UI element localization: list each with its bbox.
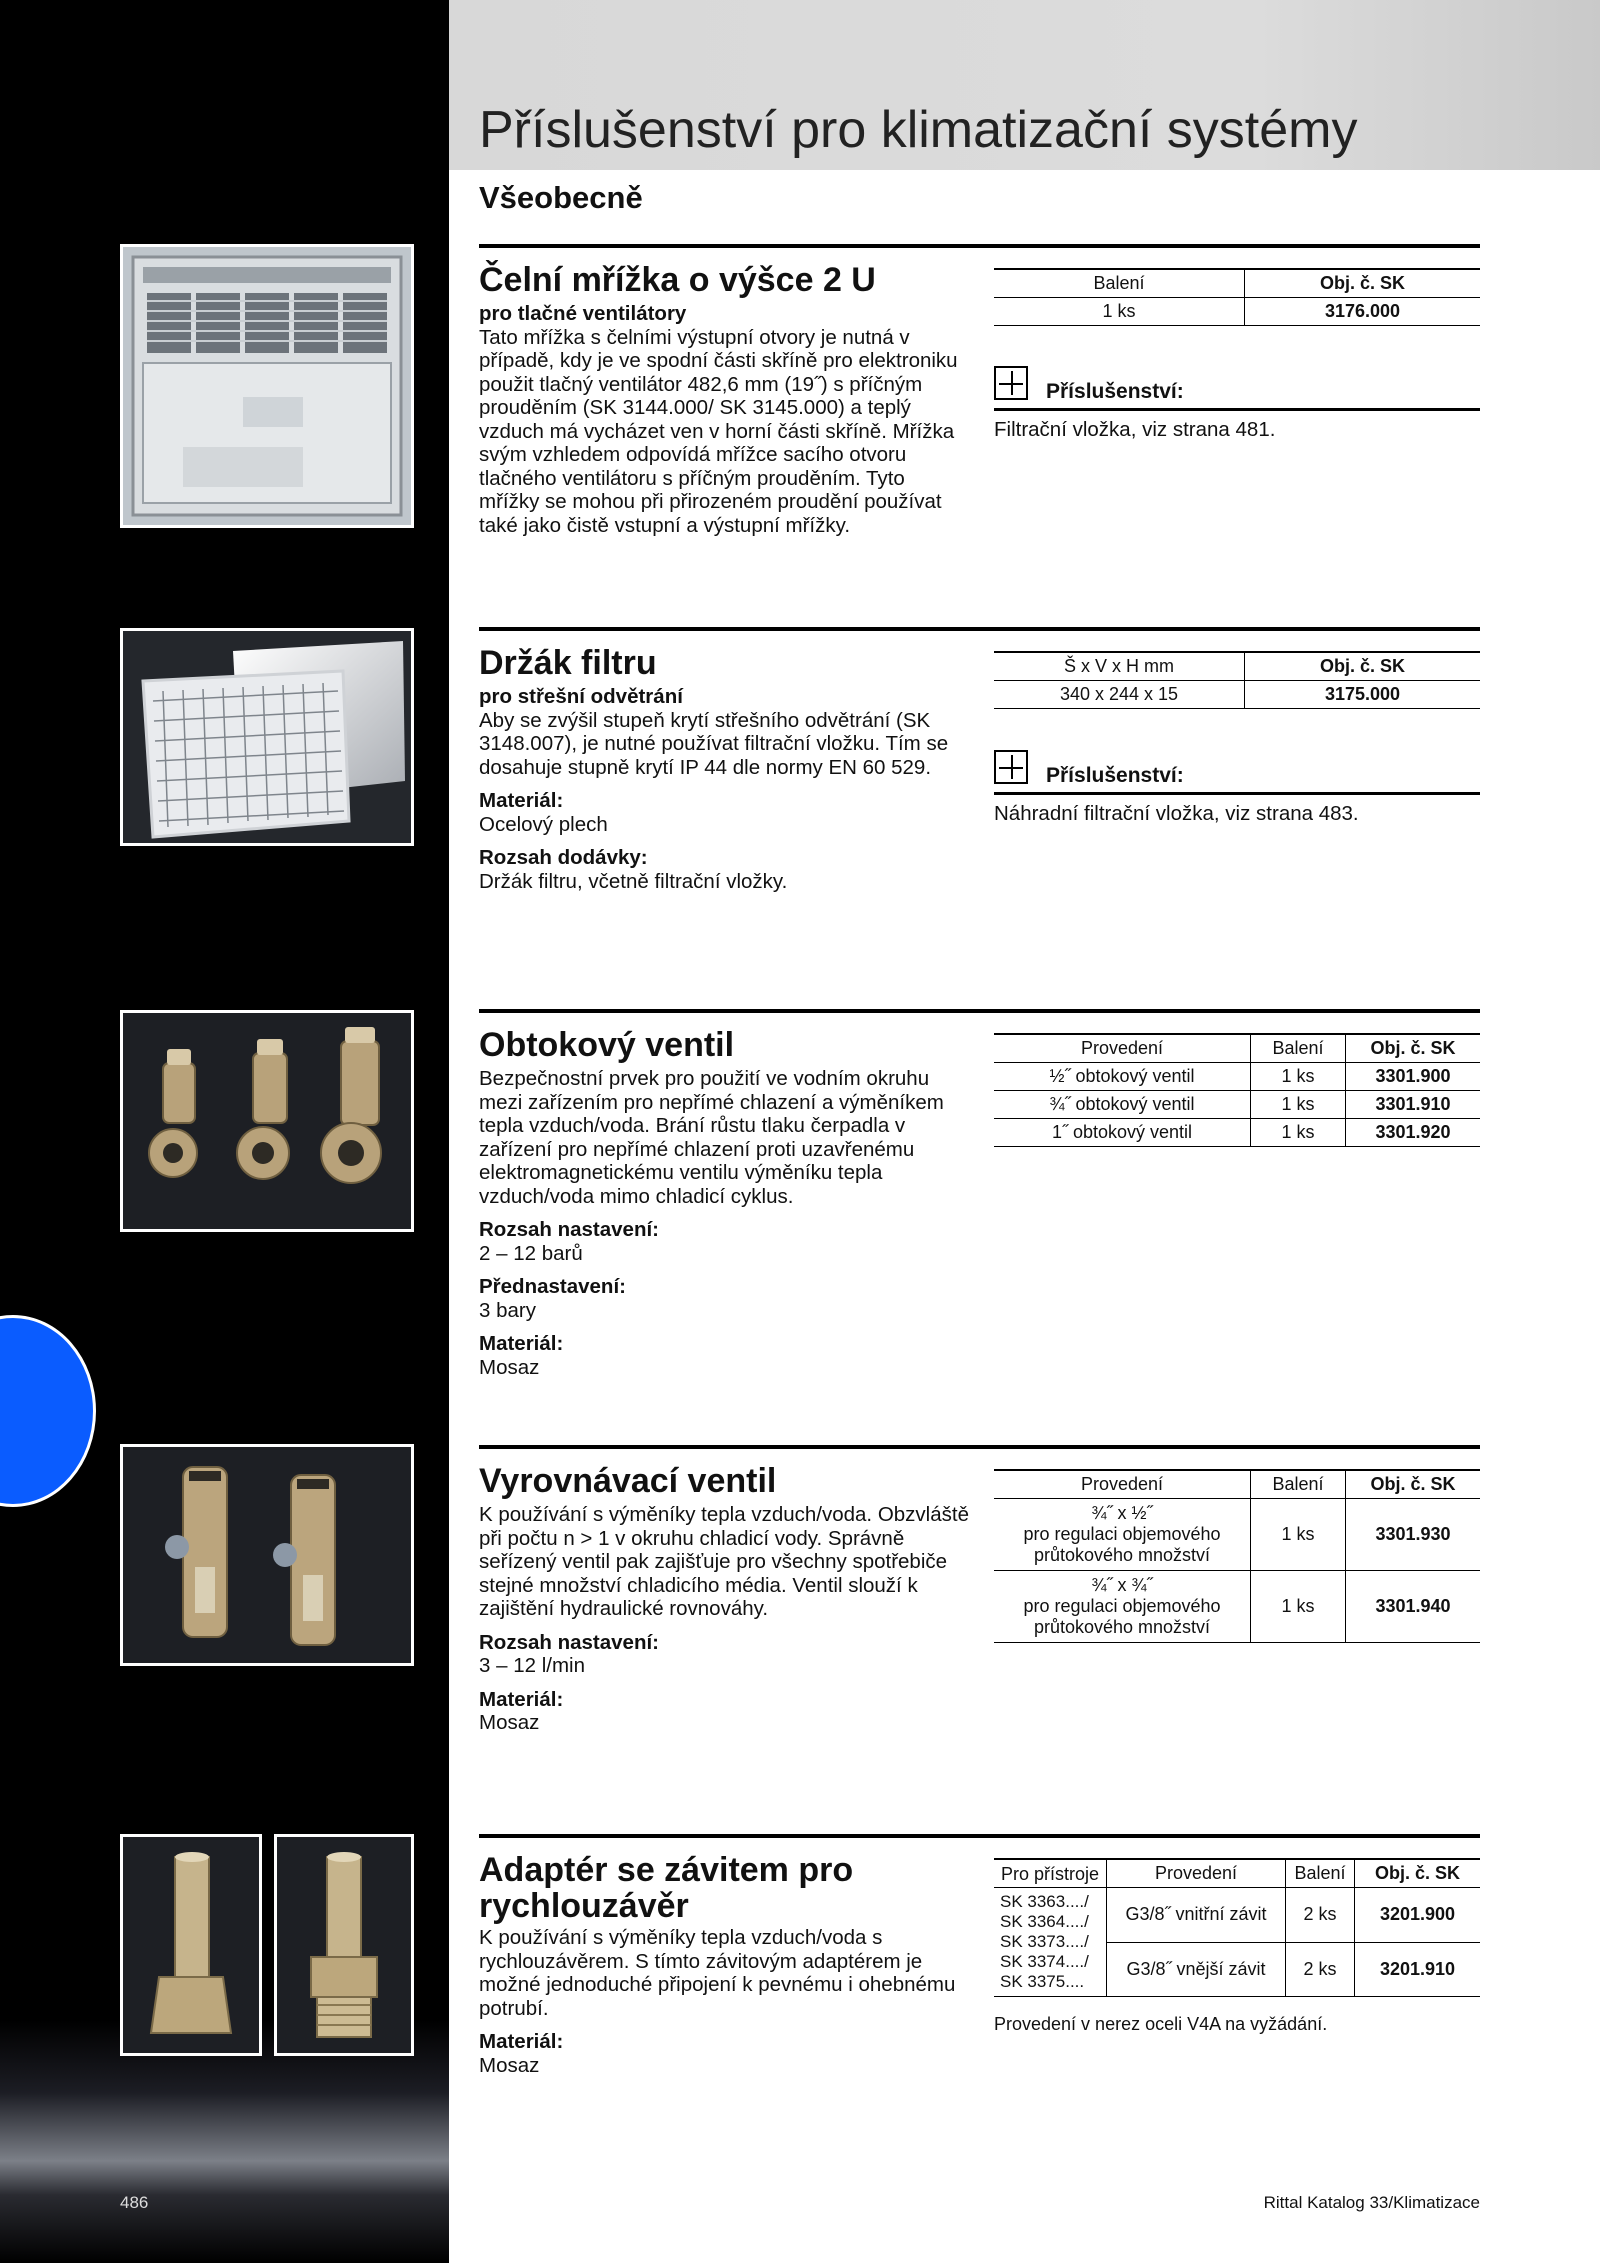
product-photo-front-grille	[120, 244, 414, 528]
size-text: ¾˝ x ½˝	[1091, 1503, 1153, 1523]
product-divider	[479, 1009, 1480, 1013]
description-text: Bezpečnostní prvek pro použití ve vodním okruhu mezi zařízením pro nepřímé chlazení a výměníkem tepla vzduch/voda. Brání růstu tlaku čerpadla v zařízení pro nepřímé chlazení proti uzavřenému elektromagnetickému ventilu výměníku tepla vzduch/voda mimo chladicí cyklus.	[479, 1067, 944, 1208]
table-cell: 1 ks	[1251, 1499, 1346, 1571]
description-text: Tato mřížka s čelními výstupní otvory je nutná v případě, kdy je ve spodní části skříně pro elektroniku použit tlačný ventilátor 482,6 mm (19˝) s příčným prouděním (SK 3144.000/ SK 3145.000) a teplý vzduch má vycházet ven v horní části skříně. Mřížka svým vzhledem odpovídá mřížce sacího otvoru tlačného ventilátoru s příčným prouděním. Tyto mřížky se mohou při přirozeném proudění používat také jako čistě vstupní a výstupní mřížky.	[479, 325, 958, 537]
material-value: Mosaz	[479, 1711, 540, 1734]
col-header: Provedení	[994, 1470, 1251, 1499]
scope-value: Držák filtru, včetně filtrační vložky.	[479, 869, 788, 893]
product-photo-adapter-external	[274, 1834, 414, 2056]
table-cell: 1 ks	[1251, 1119, 1346, 1147]
product-divider	[479, 1834, 1480, 1838]
product-photo-bypass-valve	[120, 1010, 414, 1232]
product-title: Adaptér se závitem pro rychlouzávěr	[479, 1851, 854, 1925]
preset-value: 3 bary	[479, 1298, 536, 1322]
table-cell: 1˝ obtokový ventil	[994, 1119, 1251, 1147]
material-label: Materiál:	[479, 789, 564, 812]
table-row	[994, 1091, 1480, 1119]
plus-icon	[994, 366, 1028, 400]
product-subtitle: pro střešní odvětrání	[479, 685, 683, 708]
accessories-text: Náhradní filtrační vložka, viz strana 483.	[994, 802, 1359, 825]
order-table	[994, 1858, 1480, 1997]
order-number: 3201.910	[1355, 1942, 1481, 1997]
product-title: Držák filtru	[479, 644, 657, 682]
range-label: Rozsah nastavení:	[479, 1630, 659, 1654]
order-table	[994, 268, 1480, 326]
product-description	[479, 1926, 969, 2077]
device-list: SK 3363..../ SK 3364..../ SK 3373..../ SK 3374..../ SK 3375....	[994, 1888, 1107, 1997]
range-value: 3 – 12 l/min	[479, 1654, 585, 1677]
size-text: ¾˝ x ¾˝	[1091, 1575, 1153, 1595]
table-cell: 2 ks	[1286, 1942, 1355, 1997]
product-photo-adapter-internal	[120, 1834, 262, 2056]
page-number: 486	[120, 2193, 149, 2212]
order-number: 3301.920	[1346, 1119, 1481, 1147]
table-row	[994, 1888, 1480, 1943]
availability-note: Provedení v nerez oceli V4A na vyžádání.	[994, 2014, 1328, 2034]
product-title: Čelní mřížka o výšce 2 U	[479, 261, 876, 299]
usage-text: pro regulaci objemového průtokového množství	[1023, 1524, 1221, 1565]
product-description	[479, 1503, 969, 1735]
product-description	[479, 685, 969, 893]
table-row	[994, 1499, 1480, 1571]
description-text: K používání s výměníky tepla vzduch/voda. Obzvláště při počtu n > 1 v okruhu chladicí vody. Správně seřízený ventil pak zajišťuje pro všechny spotřebiče stejné množství chladicího média. Ventil slouží k zajištění hydraulické rovnováhy.	[479, 1503, 969, 1620]
col-header: Obj. č. SK	[1346, 1470, 1481, 1499]
accessories-rule	[994, 792, 1480, 795]
col-header: Obj. č. SK	[1346, 1034, 1481, 1063]
section-title: Všeobecně	[479, 180, 643, 215]
material-label: Materiál:	[479, 2030, 564, 2053]
order-number: 3301.900	[1346, 1063, 1481, 1091]
col-header: Balení	[1251, 1034, 1346, 1063]
col-header: Provedení	[1107, 1859, 1286, 1888]
table-cell: 2 ks	[1286, 1888, 1355, 1943]
material-value: Ocelový plech	[479, 812, 608, 836]
scope-label: Rozsah dodávky:	[479, 846, 648, 869]
material-label: Materiál:	[479, 1332, 564, 1355]
accessories-rule	[994, 408, 1480, 411]
table-cell: G3/8˝ vnitřní závit	[1107, 1888, 1286, 1943]
order-number: 3301.910	[1346, 1091, 1481, 1119]
table-cell: G3/8˝ vnější závit	[1107, 1942, 1286, 1997]
order-number: 3201.900	[1355, 1888, 1481, 1943]
accessories-block	[994, 750, 1480, 840]
table-row	[994, 681, 1480, 709]
table-row	[994, 1571, 1480, 1643]
col-header: Pro přístroje	[994, 1859, 1107, 1888]
order-table	[994, 1469, 1480, 1643]
col-header: Balení	[1286, 1859, 1355, 1888]
table-cell: 1 ks	[994, 298, 1245, 326]
accessories-label: Příslušenství:	[1046, 764, 1184, 787]
description-text: Aby se zvýšil stupeň krytí střešního odvětrání (SK 3148.007), je nutné používat filtrační vložku. Tím se dosahuje stupně krytí IP 44 dle normy EN 60 529.	[479, 708, 949, 779]
product-description	[479, 1067, 969, 1379]
table-row	[994, 1063, 1480, 1091]
table-cell: ¾˝ obtokový ventil	[994, 1091, 1251, 1119]
accessories-text: Filtrační vložka, viz strana 481.	[994, 418, 1276, 441]
preset-label: Přednastavení:	[479, 1275, 626, 1298]
product-divider	[479, 1445, 1480, 1449]
col-header: Balení	[1251, 1470, 1346, 1499]
col-header: Obj. č. SK	[1245, 652, 1481, 681]
col-header: Š x V x H mm	[994, 652, 1245, 681]
table-cell	[994, 1499, 1251, 1571]
material-value: Mosaz	[479, 2053, 540, 2077]
table-cell: 1 ks	[1251, 1091, 1346, 1119]
col-header: Obj. č. SK	[1245, 269, 1481, 298]
order-number: 3176.000	[1245, 298, 1481, 326]
table-cell: ½˝ obtokový ventil	[994, 1063, 1251, 1091]
table-row	[994, 1119, 1480, 1147]
product-photo-balancing-valve	[120, 1444, 414, 1666]
order-table	[994, 651, 1480, 709]
table-cell	[994, 1571, 1251, 1643]
page-title: Příslušenství pro klimatizační systémy	[479, 101, 1358, 159]
order-number: 3301.940	[1346, 1571, 1481, 1643]
order-number: 3301.930	[1346, 1499, 1481, 1571]
table-cell: 340 x 244 x 15	[994, 681, 1245, 709]
range-value: 2 – 12 barů	[479, 1241, 583, 1265]
description-text: K používání s výměníky tepla vzduch/voda s rychlouzávěrem. S tímto závitovým adaptérem je možné jednoduché připojení k pevnému i ohebnému potrubí.	[479, 1926, 956, 2020]
range-label: Rozsah nastavení:	[479, 1218, 659, 1241]
product-divider	[479, 244, 1480, 248]
product-divider	[479, 627, 1480, 631]
table-cell: 1 ks	[1251, 1571, 1346, 1643]
order-number: 3175.000	[1245, 681, 1481, 709]
product-photo-filter-holder	[120, 628, 414, 846]
col-header: Provedení	[994, 1034, 1251, 1063]
product-title: Obtokový ventil	[479, 1026, 735, 1064]
material-label: Materiál:	[479, 1687, 564, 1711]
product-description	[479, 302, 969, 537]
product-title: Vyrovnávací ventil	[479, 1462, 777, 1500]
left-glow-decoration	[0, 2020, 449, 2263]
plus-icon	[994, 750, 1028, 784]
accessories-label: Příslušenství:	[1046, 380, 1184, 403]
usage-text: pro regulaci objemového průtokového množství	[1023, 1596, 1221, 1637]
catalog-name: Rittal Katalog 33/Klimatizace	[1263, 2193, 1480, 2212]
col-header: Balení	[994, 269, 1245, 298]
accessories-block	[994, 366, 1480, 456]
product-subtitle: pro tlačné ventilátory	[479, 302, 687, 325]
material-value: Mosaz	[479, 1355, 540, 1379]
table-row	[994, 298, 1480, 326]
col-header: Obj. č. SK	[1355, 1859, 1481, 1888]
order-table	[994, 1033, 1480, 1147]
table-cell: 1 ks	[1251, 1063, 1346, 1091]
